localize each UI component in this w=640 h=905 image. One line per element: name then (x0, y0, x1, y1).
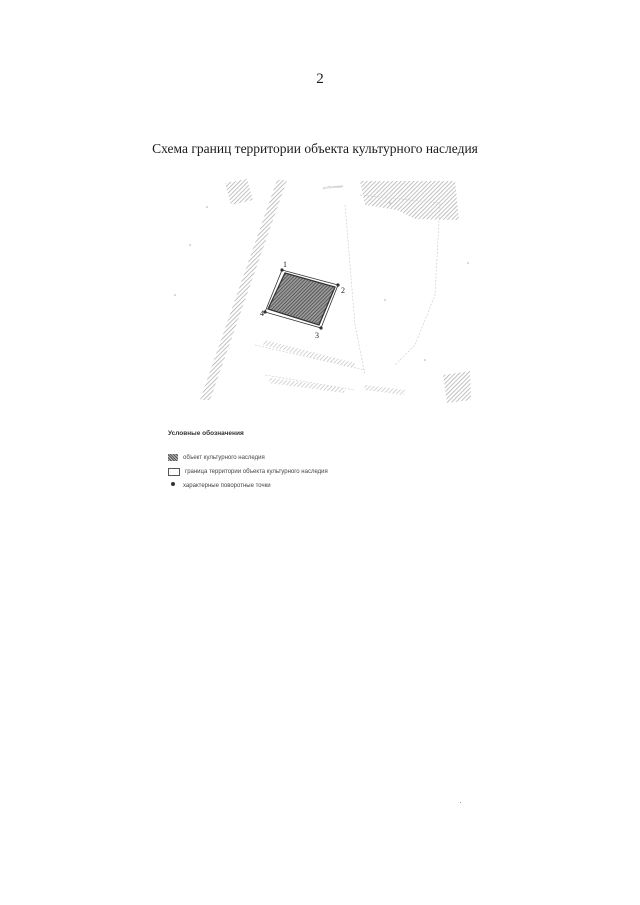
site-plan-map (165, 175, 475, 410)
turning-point-2 (336, 283, 339, 286)
parcel-hatch-strips (263, 340, 405, 395)
point-label-1: 1 (283, 260, 287, 269)
legend-item-turning-points (168, 480, 428, 491)
page-number: 2 (316, 71, 324, 87)
building-top-left (225, 179, 253, 205)
legend-label: граница территории объекта культурного наследия (185, 468, 328, 475)
stray-mark (460, 802, 461, 803)
building-bottom-right (443, 371, 471, 403)
legend-item-heritage-object (168, 452, 428, 463)
legend-title: Условные обозначения (168, 430, 244, 437)
street-label: ул.Почтовая (322, 184, 344, 190)
turning-point-3 (319, 326, 322, 329)
scattered-marks (174, 202, 469, 361)
map-title: Схема границ территории объекта культурного наследия (152, 141, 478, 156)
point-label-4: 4 (260, 309, 264, 318)
legend-item-territory-boundary (168, 466, 428, 477)
building-top-right (360, 181, 459, 220)
dot-icon (168, 482, 178, 489)
point-label-2: 2 (341, 286, 345, 295)
boundary-swatch-icon (168, 468, 180, 476)
legend-label: объект культурного наследия (183, 454, 265, 461)
hatched-swatch-icon (168, 454, 178, 461)
legend (168, 430, 428, 494)
point-label-3: 3 (315, 331, 319, 340)
legend-label: характерные поворотные точки (183, 482, 271, 489)
